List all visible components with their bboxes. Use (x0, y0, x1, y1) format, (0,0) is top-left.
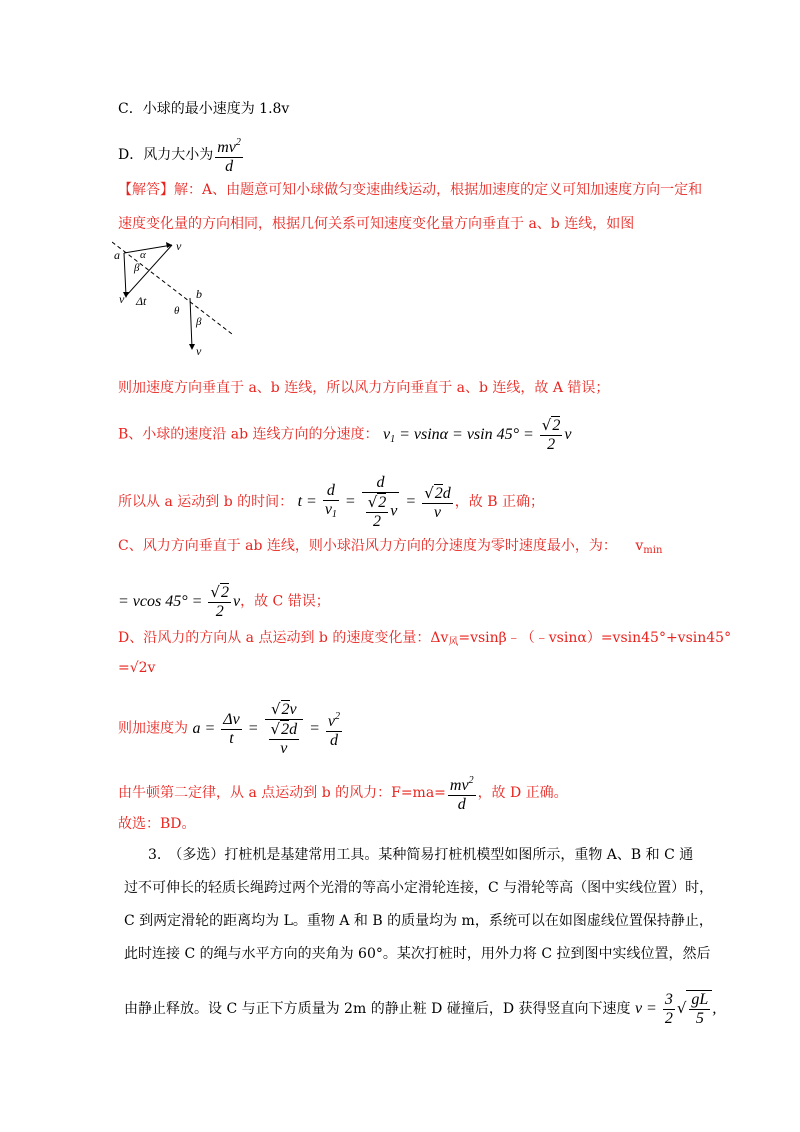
formula-time: t = $\frac{d}{v_1}$ = d $\frac{√2}{2}$ v = $\frac{√2d}{v}$ (297, 474, 451, 530)
answer-line-8-text: D、沿风力的方向从 a 点运动到 b 的速度变化量：Δv (118, 630, 449, 646)
answer-line-8-rest: =vsinβ﹣（﹣vsinα）=vsin45°+vsin45° (458, 630, 732, 646)
answer-line-5 (118, 474, 544, 531)
label-v-top: v (176, 239, 182, 253)
answer-line-11-suffix: ，故 D 正确。 (477, 785, 568, 801)
label-alpha: α (140, 249, 146, 261)
label-dt: Δt (136, 294, 147, 308)
label-theta: θ (174, 305, 180, 317)
question-3-line-5-prefix: 由静止释放。设 C 与正下方质量为 2m 的静止粧 D 碰撞后，D 获得竖直向下速度 (124, 1001, 631, 1018)
answer-line-5-prefix: 所以从 a 运动到 b 的时间： (118, 494, 294, 511)
answer-line-11-prefix: 由牛顿第二定律，从 a 点运动到 b 的风力：F=ma= (118, 785, 446, 801)
option-d (118, 134, 245, 176)
answer-line-1 (118, 181, 702, 199)
answer-line-5-suffix: ，故 B 正确； (454, 494, 544, 511)
velocity-vector-down (124, 253, 126, 296)
answer-text-1: 解：A、由题意可知小球做匀变速曲线运动，根据加速度的定义可知加速度方向一定和 (174, 182, 703, 198)
answer-line-3: 则加速度方向垂直于 a、b 连线，所以风力方向垂直于 a、b 连线，故 A 错误； (118, 380, 610, 396)
label-beta: β (134, 262, 140, 274)
answer-line-10 (118, 700, 344, 758)
velocity-diagram (112, 238, 242, 360)
ab-dashed-line (112, 242, 232, 334)
answer-line-11 (118, 772, 568, 814)
formula-velocity-d: v = $\frac{3}{2}$ √ $\frac{gL}{5}$ , (634, 991, 717, 1027)
label-v-b: v (196, 344, 202, 358)
question-3-line-3: C 到两定滑轮的距离均为 L。重物 A 和 B 的质量均为 m，系统可以在如图虚线位置保持静止， (124, 913, 713, 929)
answer-line-4-prefix: B、小球的速度沿 ab 连线方向的分速度： (118, 426, 379, 443)
question-3-line-5 (124, 990, 716, 1028)
question-3-line-4: 此时连接 C 的绳与水平方向的夹角为 60°。某次打桩时，用外力将 C 拉到图中实线位置，然后 (124, 946, 711, 962)
question-3-line-1: 3. （多选）打桩机是基建常用工具。某种简易打桩机模型如图所示，重物 A、B 和 C 通 (148, 847, 694, 863)
answer-tag: 【解答】 (118, 182, 174, 198)
answer-line-6-text: C、风力方向垂直于 ab 连线，则小球沿风力方向的分速度为零时速度最小，为： (118, 538, 617, 554)
formula-mv2-over-d: $\frac{mv^2}{d}$ (215, 134, 243, 176)
option-d-prefix: D．风力大小为 (118, 147, 214, 163)
answer-line-6 (118, 537, 662, 560)
vmin-label (635, 538, 662, 554)
vmin-symbol: v (635, 538, 644, 554)
answer-line-2: 速度变化量的方向相同，根据几何关系可知速度变化量方向垂直于 a、b 连线，如图 (118, 216, 635, 232)
option-c: C．小球的最小速度为 1.8v (118, 101, 290, 117)
formula-force: $\frac{mv^2}{d}$ (448, 772, 476, 814)
vmin-subscript: min (643, 545, 663, 556)
answer-line-10-prefix: 则加速度为 (118, 720, 188, 737)
answer-line-12: 故选：BD。 (118, 816, 196, 832)
question-3-line-2: 过不可伸长的轻质长绳跨过两个光滑的等高小定滑轮连接，C 与滑轮等高（图中实线位置）时， (124, 880, 714, 896)
delta-v-vector (126, 245, 172, 296)
label-a: a (114, 248, 120, 262)
label-b: b (196, 287, 202, 301)
label-beta-2: β (196, 316, 202, 328)
formula-v1: $v_1 = vsin\alpha = vsin$ 45° = $\frac{√2}{2}$ v (382, 416, 572, 453)
answer-line-9: =√2v (118, 660, 156, 676)
answer-line-4 (118, 416, 571, 454)
answer-line-7-suffix: ，故 C 错误； (240, 593, 330, 610)
velocity-vector-top (124, 245, 172, 253)
answer-line-8-sub: 风 (448, 637, 459, 648)
answer-line-7 (118, 583, 330, 621)
velocity-vector-b (190, 298, 192, 348)
answer-line-8 (118, 629, 731, 652)
label-v-down: v (119, 292, 125, 306)
formula-vcos45: = vcos 45° = $\frac{√2}{2}$ v (118, 583, 241, 620)
formula-acceleration: a = $\frac{\Delta v}{t}$ = $\frac{√2v}{\frac{√2d}{v}}$ = $\frac{v^2}{d}$ (192, 700, 341, 757)
